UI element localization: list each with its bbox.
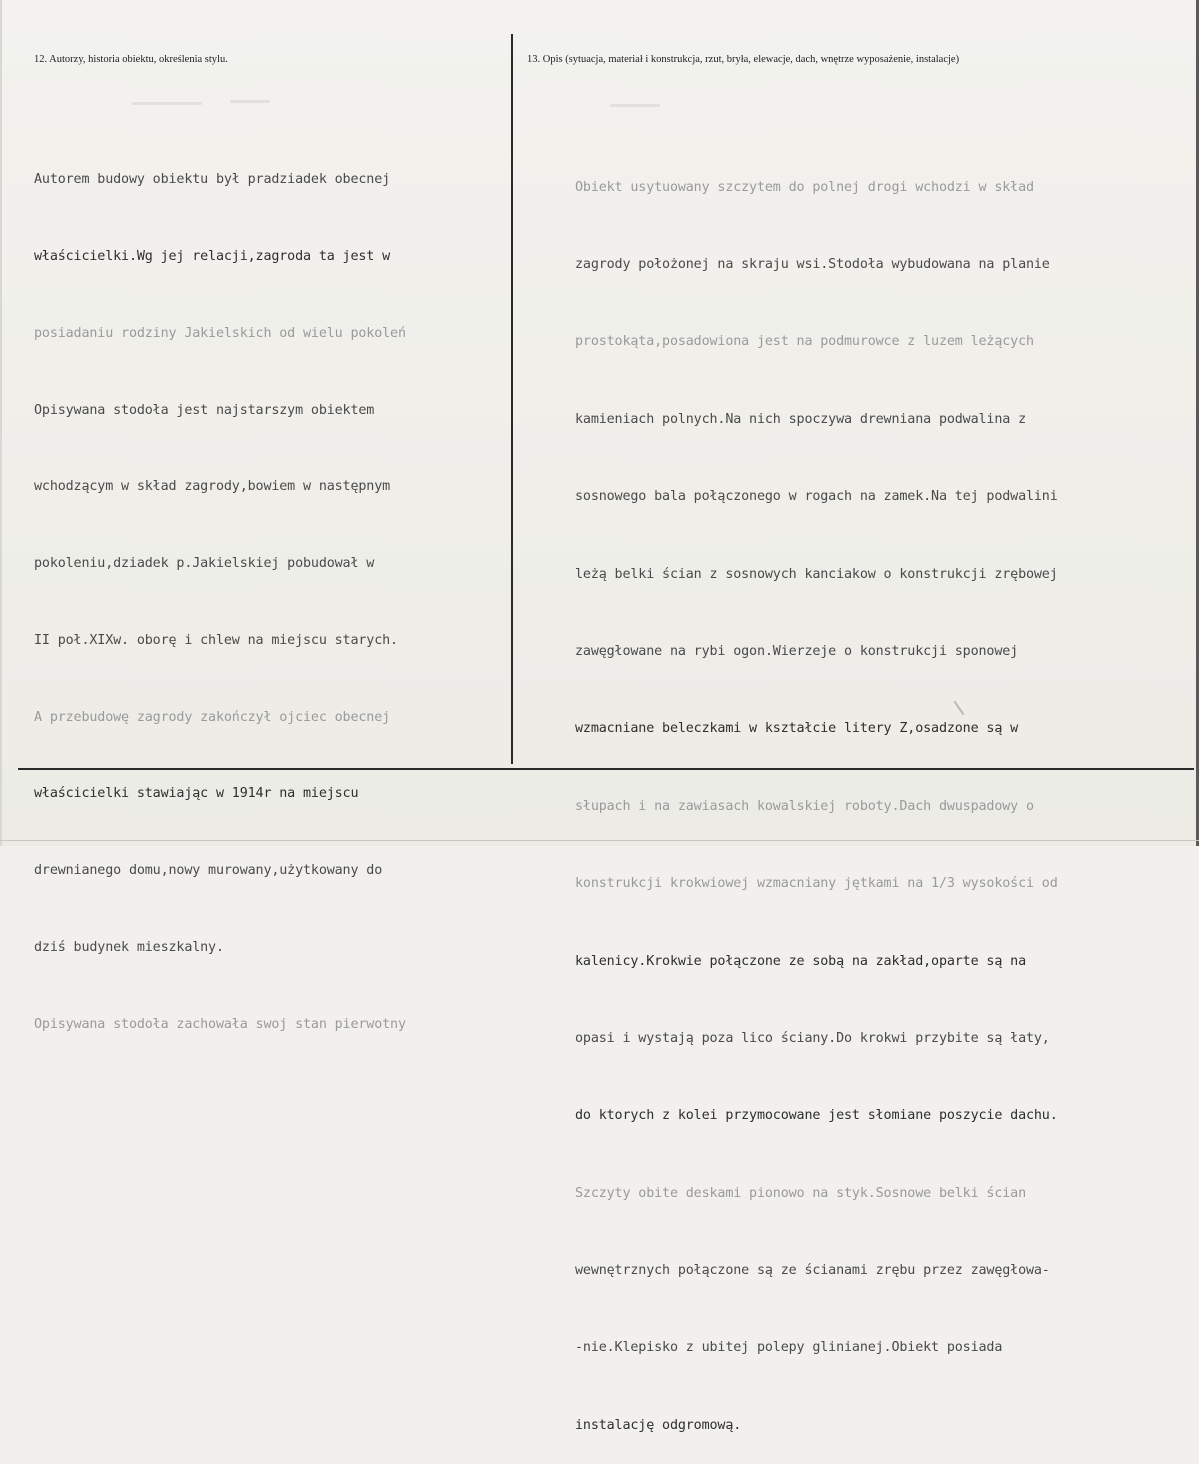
text-line: konstrukcji krokwiowej wzmacniany jętkami na 1/3 wysokości od <box>575 876 1058 892</box>
text-line: słupach i na zawiasach kowalskiej roboty.Dach dwuspadowy o <box>575 798 1034 814</box>
text-line: wzmacniane beleczkami w kształcie litery Z,osadzone są w <box>575 721 1019 737</box>
section-13-header: 13. Opis (sytuacja, materiał i konstrukcja, rzut, bryła, elewacje, dach, wnętrze wyposażenie, instalacje) <box>527 54 960 65</box>
text-line: leżą belki ścian z sosnowych kanciakow o konstrukcji zrębowej <box>575 566 1058 582</box>
text-line: zagrody położonej na skraju wsi.Stodoła wybudowana na planie <box>575 256 1050 272</box>
paper-smudge <box>132 102 202 105</box>
page-edge-left <box>0 0 2 846</box>
text-line: Autorem budowy obiektu był pradziadek obecnej <box>34 172 391 188</box>
text-line: opasi i wystają poza lico ściany.Do krokwi przybite są łaty, <box>575 1030 1050 1046</box>
text-line: drewnianego domu,nowy murowany,użytkowany do <box>34 863 383 879</box>
text-line: -nie.Klepisko z ubitej polepy glinianej.Obiekt posiada <box>575 1340 1003 1356</box>
text-line: wchodzącym w skład zagrody,bowiem w następnym <box>34 479 391 495</box>
text-line: właścicielki stawiając w 1914r na miejscu <box>34 786 359 802</box>
paper-smudge <box>230 100 270 103</box>
text-line: Szczyty obite deskami pionowo na styk.Sosnowe belki ścian <box>575 1185 1026 1201</box>
section-12-header: 12. Autorzy, historia obiektu, określenia stylu. <box>34 54 228 65</box>
text-line: A przebudowę zagrody zakończył ojciec obecnej <box>34 709 391 725</box>
text-line: do ktorych z kolei przymocowane jest słomiane poszycie dachu. <box>575 1108 1058 1124</box>
text-line: właścicielki.Wg jej relacji,zagroda ta jest w <box>34 248 391 264</box>
text-line: kalenicy.Krokwie połączone ze sobą na zakład,oparte są na <box>575 953 1026 969</box>
column-divider <box>511 34 513 764</box>
text-line: posiadaniu rodziny Jakielskich od wielu pokoleń <box>34 325 406 341</box>
paper-smudge <box>610 104 660 107</box>
text-line: wewnętrznych połączone są ze ścianami zrębu przez zawęgłowa- <box>575 1263 1050 1279</box>
text-line: sosnowego bala połączonego w rogach na zamek.Na tej podwalini <box>575 489 1058 505</box>
text-line: instalację odgromową. <box>575 1417 742 1433</box>
text-line: Opisywana stodoła jest najstarszym obiektem <box>34 402 375 418</box>
text-line: II poł.XIXw. oborę i chlew na miejscu starych. <box>34 632 398 648</box>
text-line: zawęgłowane na rybi ogon.Wierzeje o konstrukcji sponowej <box>575 643 1019 659</box>
text-line: prostokąta,posadowiona jest na podmurowce z luzem leżących <box>575 334 1034 350</box>
text-line: pokoleniu,dziadek p.Jakielskiej pobudował w <box>34 556 375 572</box>
text-line: Obiekt usytuowany szczytem do polnej drogi wchodzi w skład <box>575 179 1034 195</box>
section-13-text <box>575 123 1195 1464</box>
text-line: kamieniach polnych.Na nich spoczywa drewniana podwalina z <box>575 411 1026 427</box>
text-line: Opisywana stodoła zachowała swoj stan pierwotny <box>34 1016 406 1032</box>
text-line: dziś budynek mieszkalny. <box>34 940 224 955</box>
section-12-text <box>34 116 510 1063</box>
